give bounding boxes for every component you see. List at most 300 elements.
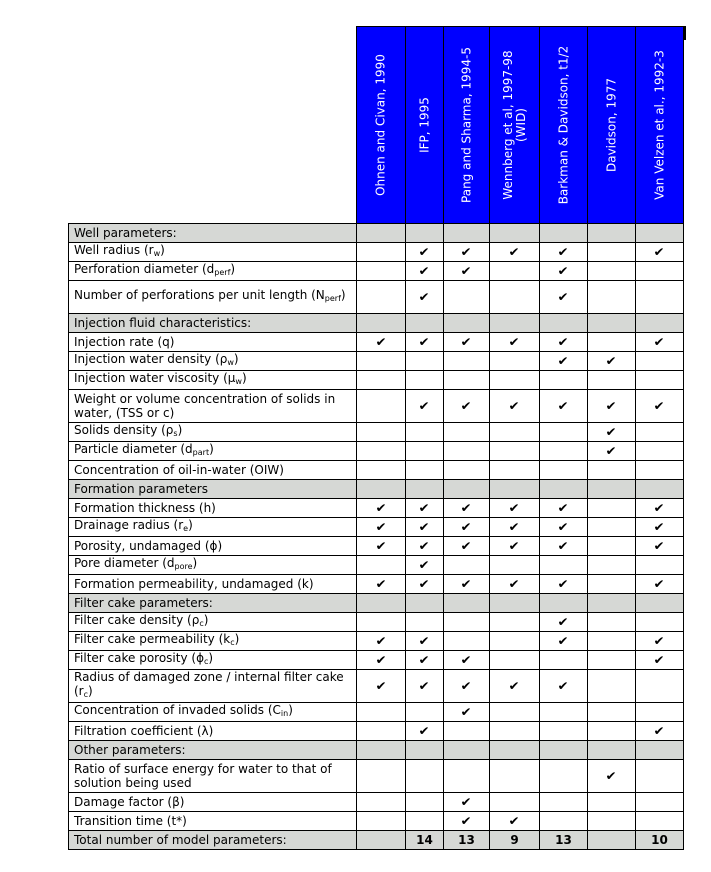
check-cell: [490, 812, 540, 831]
checkmark-icon: ✔: [375, 652, 387, 667]
check-cell: [540, 613, 588, 632]
study-label: IFP, 1995: [417, 97, 431, 153]
check-cell: [406, 352, 444, 371]
check-cell: [588, 499, 636, 518]
parameter-label: [69, 371, 357, 390]
check-cell: [588, 613, 636, 632]
checkmark-icon: ✔: [557, 334, 570, 349]
checkmark-icon: ✔: [418, 500, 431, 515]
checkmark-icon: ✔: [460, 794, 473, 809]
check-cell: [490, 518, 540, 537]
check-cell: [636, 442, 684, 461]
section-cell: [636, 224, 684, 243]
section-label: [69, 314, 357, 333]
label-subscript: pore: [174, 562, 193, 571]
check-cell: [357, 461, 406, 480]
total-count: [357, 831, 406, 850]
check-cell: [588, 812, 636, 831]
section-cell: [540, 480, 588, 499]
section-cell: [406, 741, 444, 760]
check-cell: [636, 423, 684, 442]
label-text: Concentration of oil-in-water (OIW): [74, 463, 284, 477]
check-cell: [490, 722, 540, 741]
total-count: 13: [444, 831, 490, 850]
check-cell: [636, 670, 684, 703]
checkmark-icon: ✔: [557, 538, 570, 553]
total-count: [588, 831, 636, 850]
check-cell: [357, 333, 406, 352]
check-cell: [636, 651, 684, 670]
section-cell: [636, 314, 684, 333]
total-count: 14: [406, 831, 444, 850]
label-tail: ): [88, 684, 93, 698]
check-cell: [444, 722, 490, 741]
label-text: Filter cake density (ρ: [74, 613, 200, 627]
checkmark-icon: ✔: [557, 353, 570, 368]
check-cell: [406, 518, 444, 537]
checkmark-icon: ✔: [605, 768, 618, 783]
checkmark-icon: ✔: [508, 244, 521, 259]
checkmark-icon: ✔: [418, 289, 431, 304]
checkmark-icon: ✔: [460, 519, 473, 534]
check-cell: [444, 651, 490, 670]
label-tail: ): [209, 442, 214, 456]
total-row: [69, 831, 684, 850]
check-cell: [406, 371, 444, 390]
check-cell: [490, 281, 540, 314]
check-cell: [357, 442, 406, 461]
section-cell: [540, 741, 588, 760]
label-subscript: perf: [214, 268, 231, 277]
section-cell: [444, 480, 490, 499]
check-cell: [406, 793, 444, 812]
check-cell: [406, 390, 444, 423]
section-label: [69, 480, 357, 499]
check-cell: [357, 281, 406, 314]
check-cell: [540, 651, 588, 670]
study-header: [540, 27, 588, 224]
checkmark-icon: ✔: [557, 263, 570, 278]
parameter-label: [69, 793, 357, 812]
parameter-label: [69, 537, 357, 556]
check-cell: [490, 352, 540, 371]
parameter-label: [69, 556, 357, 575]
parameter-label: [69, 651, 357, 670]
checkmark-icon: ✔: [653, 723, 666, 738]
checkmark-icon: ✔: [460, 704, 473, 719]
parameter-label: [69, 575, 357, 594]
checkmark-icon: ✔: [418, 723, 431, 738]
check-cell: [588, 461, 636, 480]
checkmark-icon: ✔: [605, 424, 618, 439]
checkmark-icon: ✔: [653, 519, 666, 534]
check-cell: [357, 262, 406, 281]
check-cell: [540, 499, 588, 518]
parameter-label: [69, 262, 357, 281]
parameter-row: [69, 390, 684, 423]
label-text: Injection water viscosity (μ: [74, 371, 236, 385]
study-header: [588, 27, 636, 224]
checkmark-icon: ✔: [508, 538, 521, 553]
parameter-row: [69, 352, 684, 371]
check-cell: [636, 793, 684, 812]
check-cell: [406, 262, 444, 281]
label-text: Filter cake parameters:: [74, 596, 213, 610]
check-cell: [357, 760, 406, 793]
section-cell: [490, 594, 540, 613]
table-body: [69, 224, 684, 850]
check-cell: [444, 390, 490, 423]
section-cell: [636, 594, 684, 613]
check-cell: [588, 423, 636, 442]
label-text: Other parameters:: [74, 743, 186, 757]
check-cell: [636, 243, 684, 262]
check-cell: [490, 670, 540, 703]
parameter-row: [69, 613, 684, 632]
parameter-label: [69, 243, 357, 262]
label-subscript: e: [183, 524, 189, 533]
check-cell: [540, 556, 588, 575]
section-cell: [636, 741, 684, 760]
label-text: Formation thickness (h): [74, 501, 216, 515]
check-cell: [406, 281, 444, 314]
checkmark-icon: ✔: [557, 500, 570, 515]
check-cell: [588, 518, 636, 537]
check-cell: [444, 423, 490, 442]
section-cell: [444, 594, 490, 613]
section-cell: [540, 224, 588, 243]
parameter-label: [69, 390, 357, 423]
header-blank-cell: [69, 27, 357, 224]
check-cell: [636, 262, 684, 281]
label-text: Filter cake porosity (ϕ: [74, 651, 204, 665]
check-cell: [636, 499, 684, 518]
checkmark-icon: ✔: [508, 500, 521, 515]
checkmark-icon: ✔: [508, 678, 521, 693]
parameter-row: [69, 371, 684, 390]
check-cell: [406, 556, 444, 575]
check-cell: [636, 703, 684, 722]
check-cell: [636, 722, 684, 741]
section-label: [69, 741, 357, 760]
study-header: [490, 27, 540, 224]
check-cell: [357, 651, 406, 670]
section-cell: [588, 480, 636, 499]
parameter-row: [69, 651, 684, 670]
check-cell: [588, 556, 636, 575]
check-cell: [444, 461, 490, 480]
checkmark-icon: ✔: [605, 398, 618, 413]
section-cell: [357, 594, 406, 613]
check-cell: [357, 518, 406, 537]
parameter-row: [69, 670, 684, 703]
check-cell: [636, 333, 684, 352]
checkmark-icon: ✔: [653, 652, 666, 667]
study-header: [636, 27, 684, 224]
check-cell: [540, 262, 588, 281]
label-text: Formation permeability, undamaged (k): [74, 577, 314, 591]
section-cell: [444, 314, 490, 333]
parameter-row: [69, 722, 684, 741]
check-cell: [588, 793, 636, 812]
check-cell: [444, 613, 490, 632]
checkmark-icon: ✔: [653, 500, 666, 515]
label-text: Damage factor (β): [74, 795, 185, 809]
total-count: 10: [636, 831, 684, 850]
check-cell: [540, 812, 588, 831]
label-text: Filtration coefficient (λ): [74, 724, 214, 738]
study-label: Pang and Sharma, 1994-5: [459, 47, 473, 203]
section-cell: [406, 594, 444, 613]
check-cell: [490, 371, 540, 390]
check-cell: [636, 537, 684, 556]
check-cell: [406, 461, 444, 480]
check-cell: [406, 442, 444, 461]
check-cell: [357, 793, 406, 812]
label-text: Injection rate (q): [74, 335, 175, 349]
section-row: [69, 224, 684, 243]
parameter-row: [69, 760, 684, 793]
parameter-label: [69, 281, 357, 314]
checkmark-icon: ✔: [418, 263, 431, 278]
check-cell: [588, 333, 636, 352]
check-cell: [406, 499, 444, 518]
check-cell: [588, 262, 636, 281]
label-text: Well parameters:: [74, 226, 177, 240]
check-cell: [490, 651, 540, 670]
section-row: [69, 741, 684, 760]
parameter-row: [69, 442, 684, 461]
check-cell: [444, 281, 490, 314]
check-cell: [588, 371, 636, 390]
check-cell: [636, 812, 684, 831]
checkmark-icon: ✔: [460, 244, 473, 259]
section-cell: [444, 224, 490, 243]
check-cell: [588, 760, 636, 793]
section-cell: [636, 480, 684, 499]
checkmark-icon: ✔: [460, 500, 473, 515]
check-cell: [540, 352, 588, 371]
parameter-label: [69, 518, 357, 537]
check-cell: [444, 670, 490, 703]
label-subscript: c: [230, 638, 235, 647]
section-row: [69, 480, 684, 499]
checkmark-icon: ✔: [375, 538, 387, 553]
check-cell: [636, 518, 684, 537]
label-tail: ): [177, 423, 183, 437]
label-text: Pore diameter (d: [74, 556, 175, 570]
study-label: Davidson, 1977: [604, 77, 618, 173]
checkmark-icon: ✔: [508, 519, 521, 534]
check-cell: [406, 760, 444, 793]
parameter-row: [69, 499, 684, 518]
check-cell: [406, 613, 444, 632]
parameter-row: [69, 281, 684, 314]
check-cell: [636, 390, 684, 423]
label-tail: ): [288, 703, 293, 717]
label-text: Filter cake permeability (k: [74, 632, 231, 646]
parameter-label: [69, 333, 357, 352]
check-cell: [444, 632, 490, 651]
checkmark-icon: ✔: [418, 538, 431, 553]
check-cell: [588, 722, 636, 741]
check-cell: [490, 499, 540, 518]
check-cell: [357, 722, 406, 741]
checkmark-icon: ✔: [557, 633, 570, 648]
checkmark-icon: ✔: [375, 633, 387, 648]
check-cell: [490, 793, 540, 812]
label-tail: ): [230, 262, 236, 276]
check-cell: [588, 442, 636, 461]
check-cell: [444, 243, 490, 262]
section-cell: [588, 741, 636, 760]
check-cell: [636, 613, 684, 632]
parameter-label: [69, 613, 357, 632]
parameter-label: [69, 423, 357, 442]
check-cell: [588, 243, 636, 262]
checkmark-icon: ✔: [508, 813, 521, 828]
label-subscript: w: [153, 249, 161, 258]
study-label: Ohnen and Civan, 1990: [373, 54, 388, 196]
check-cell: [540, 333, 588, 352]
parameter-label: [69, 760, 357, 793]
check-cell: [357, 352, 406, 371]
label-subscript: c: [83, 690, 89, 699]
check-cell: [490, 575, 540, 594]
check-cell: [490, 556, 540, 575]
parameter-label: [69, 442, 357, 461]
parameter-row: [69, 812, 684, 831]
label-text: Injection water density (ρ: [74, 352, 228, 366]
check-cell: [636, 575, 684, 594]
checkmark-icon: ✔: [508, 576, 521, 591]
check-cell: [444, 575, 490, 594]
check-cell: [588, 352, 636, 371]
checkmark-icon: ✔: [508, 398, 521, 413]
checkmark-icon: ✔: [653, 538, 666, 553]
study-header: [406, 27, 444, 224]
checkmark-icon: ✔: [460, 334, 473, 349]
parameter-label: [69, 703, 357, 722]
section-row: [69, 594, 684, 613]
label-text: Formation parameters: [74, 482, 208, 496]
label-tail: ): [160, 243, 165, 257]
study-label: Barkman & Davidson, t1/2: [556, 45, 570, 205]
parameter-label: [69, 812, 357, 831]
check-cell: [490, 333, 540, 352]
section-cell: [406, 314, 444, 333]
check-cell: [357, 575, 406, 594]
checkmark-icon: ✔: [375, 519, 387, 534]
section-cell: [357, 224, 406, 243]
check-cell: [406, 423, 444, 442]
check-cell: [357, 423, 406, 442]
check-cell: [636, 461, 684, 480]
parameter-row: [69, 793, 684, 812]
parameter-label: [69, 670, 357, 703]
parameter-row: [69, 537, 684, 556]
check-cell: [444, 333, 490, 352]
study-header: [357, 27, 406, 224]
check-cell: [357, 243, 406, 262]
total-count: 9: [490, 831, 540, 850]
check-cell: [444, 499, 490, 518]
label-subscript: c: [199, 619, 204, 628]
label-subscript: w: [235, 377, 242, 386]
section-label: [69, 594, 357, 613]
check-cell: [588, 632, 636, 651]
check-cell: [636, 371, 684, 390]
check-cell: [406, 575, 444, 594]
label-subscript: s: [173, 429, 178, 438]
checkmark-icon: ✔: [418, 398, 431, 413]
section-cell: [490, 224, 540, 243]
check-cell: [540, 371, 588, 390]
check-cell: [540, 423, 588, 442]
label-text: Solids density (ρ: [74, 423, 174, 437]
check-cell: [444, 537, 490, 556]
parameter-row: [69, 333, 684, 352]
check-cell: [540, 760, 588, 793]
label-subscript: in: [280, 709, 289, 718]
label-tail: ): [208, 651, 214, 665]
label-text: Number of perforations per unit length (N: [74, 288, 325, 302]
checkmark-icon: ✔: [605, 353, 618, 368]
check-cell: [588, 390, 636, 423]
checkmark-icon: ✔: [375, 500, 387, 515]
label-text: Perforation diameter (d: [74, 262, 215, 276]
parameter-label: [69, 722, 357, 741]
checkmark-icon: ✔: [557, 244, 570, 259]
check-cell: [444, 518, 490, 537]
section-cell: [490, 314, 540, 333]
check-cell: [490, 390, 540, 423]
section-label: [69, 224, 357, 243]
model-parameters-table: [68, 26, 684, 850]
parameter-label: [69, 499, 357, 518]
section-cell: [490, 480, 540, 499]
section-cell: [357, 741, 406, 760]
label-subscript: part: [192, 448, 210, 457]
section-cell: [540, 314, 588, 333]
check-cell: [444, 703, 490, 722]
check-cell: [540, 390, 588, 423]
check-cell: [636, 352, 684, 371]
section-cell: [588, 314, 636, 333]
check-cell: [490, 537, 540, 556]
checkmark-icon: ✔: [418, 334, 431, 349]
check-cell: [357, 499, 406, 518]
parameter-label: [69, 352, 357, 371]
checkmark-icon: ✔: [605, 443, 618, 458]
section-cell: [490, 741, 540, 760]
label-tail: ): [340, 288, 346, 302]
checkmark-icon: ✔: [418, 576, 431, 591]
check-cell: [540, 461, 588, 480]
check-cell: [357, 390, 406, 423]
check-cell: [540, 703, 588, 722]
section-cell: [406, 480, 444, 499]
check-cell: [406, 632, 444, 651]
checkmark-icon: ✔: [653, 398, 666, 413]
checkmark-icon: ✔: [460, 652, 473, 667]
check-cell: [636, 760, 684, 793]
label-tail: ): [241, 371, 247, 385]
label-subscript: c: [203, 657, 209, 666]
label-text: Transition time (t*): [74, 814, 187, 828]
checkmark-icon: ✔: [418, 519, 431, 534]
label-text: Ratio of surface energy for water to that of solution being used: [74, 762, 332, 790]
